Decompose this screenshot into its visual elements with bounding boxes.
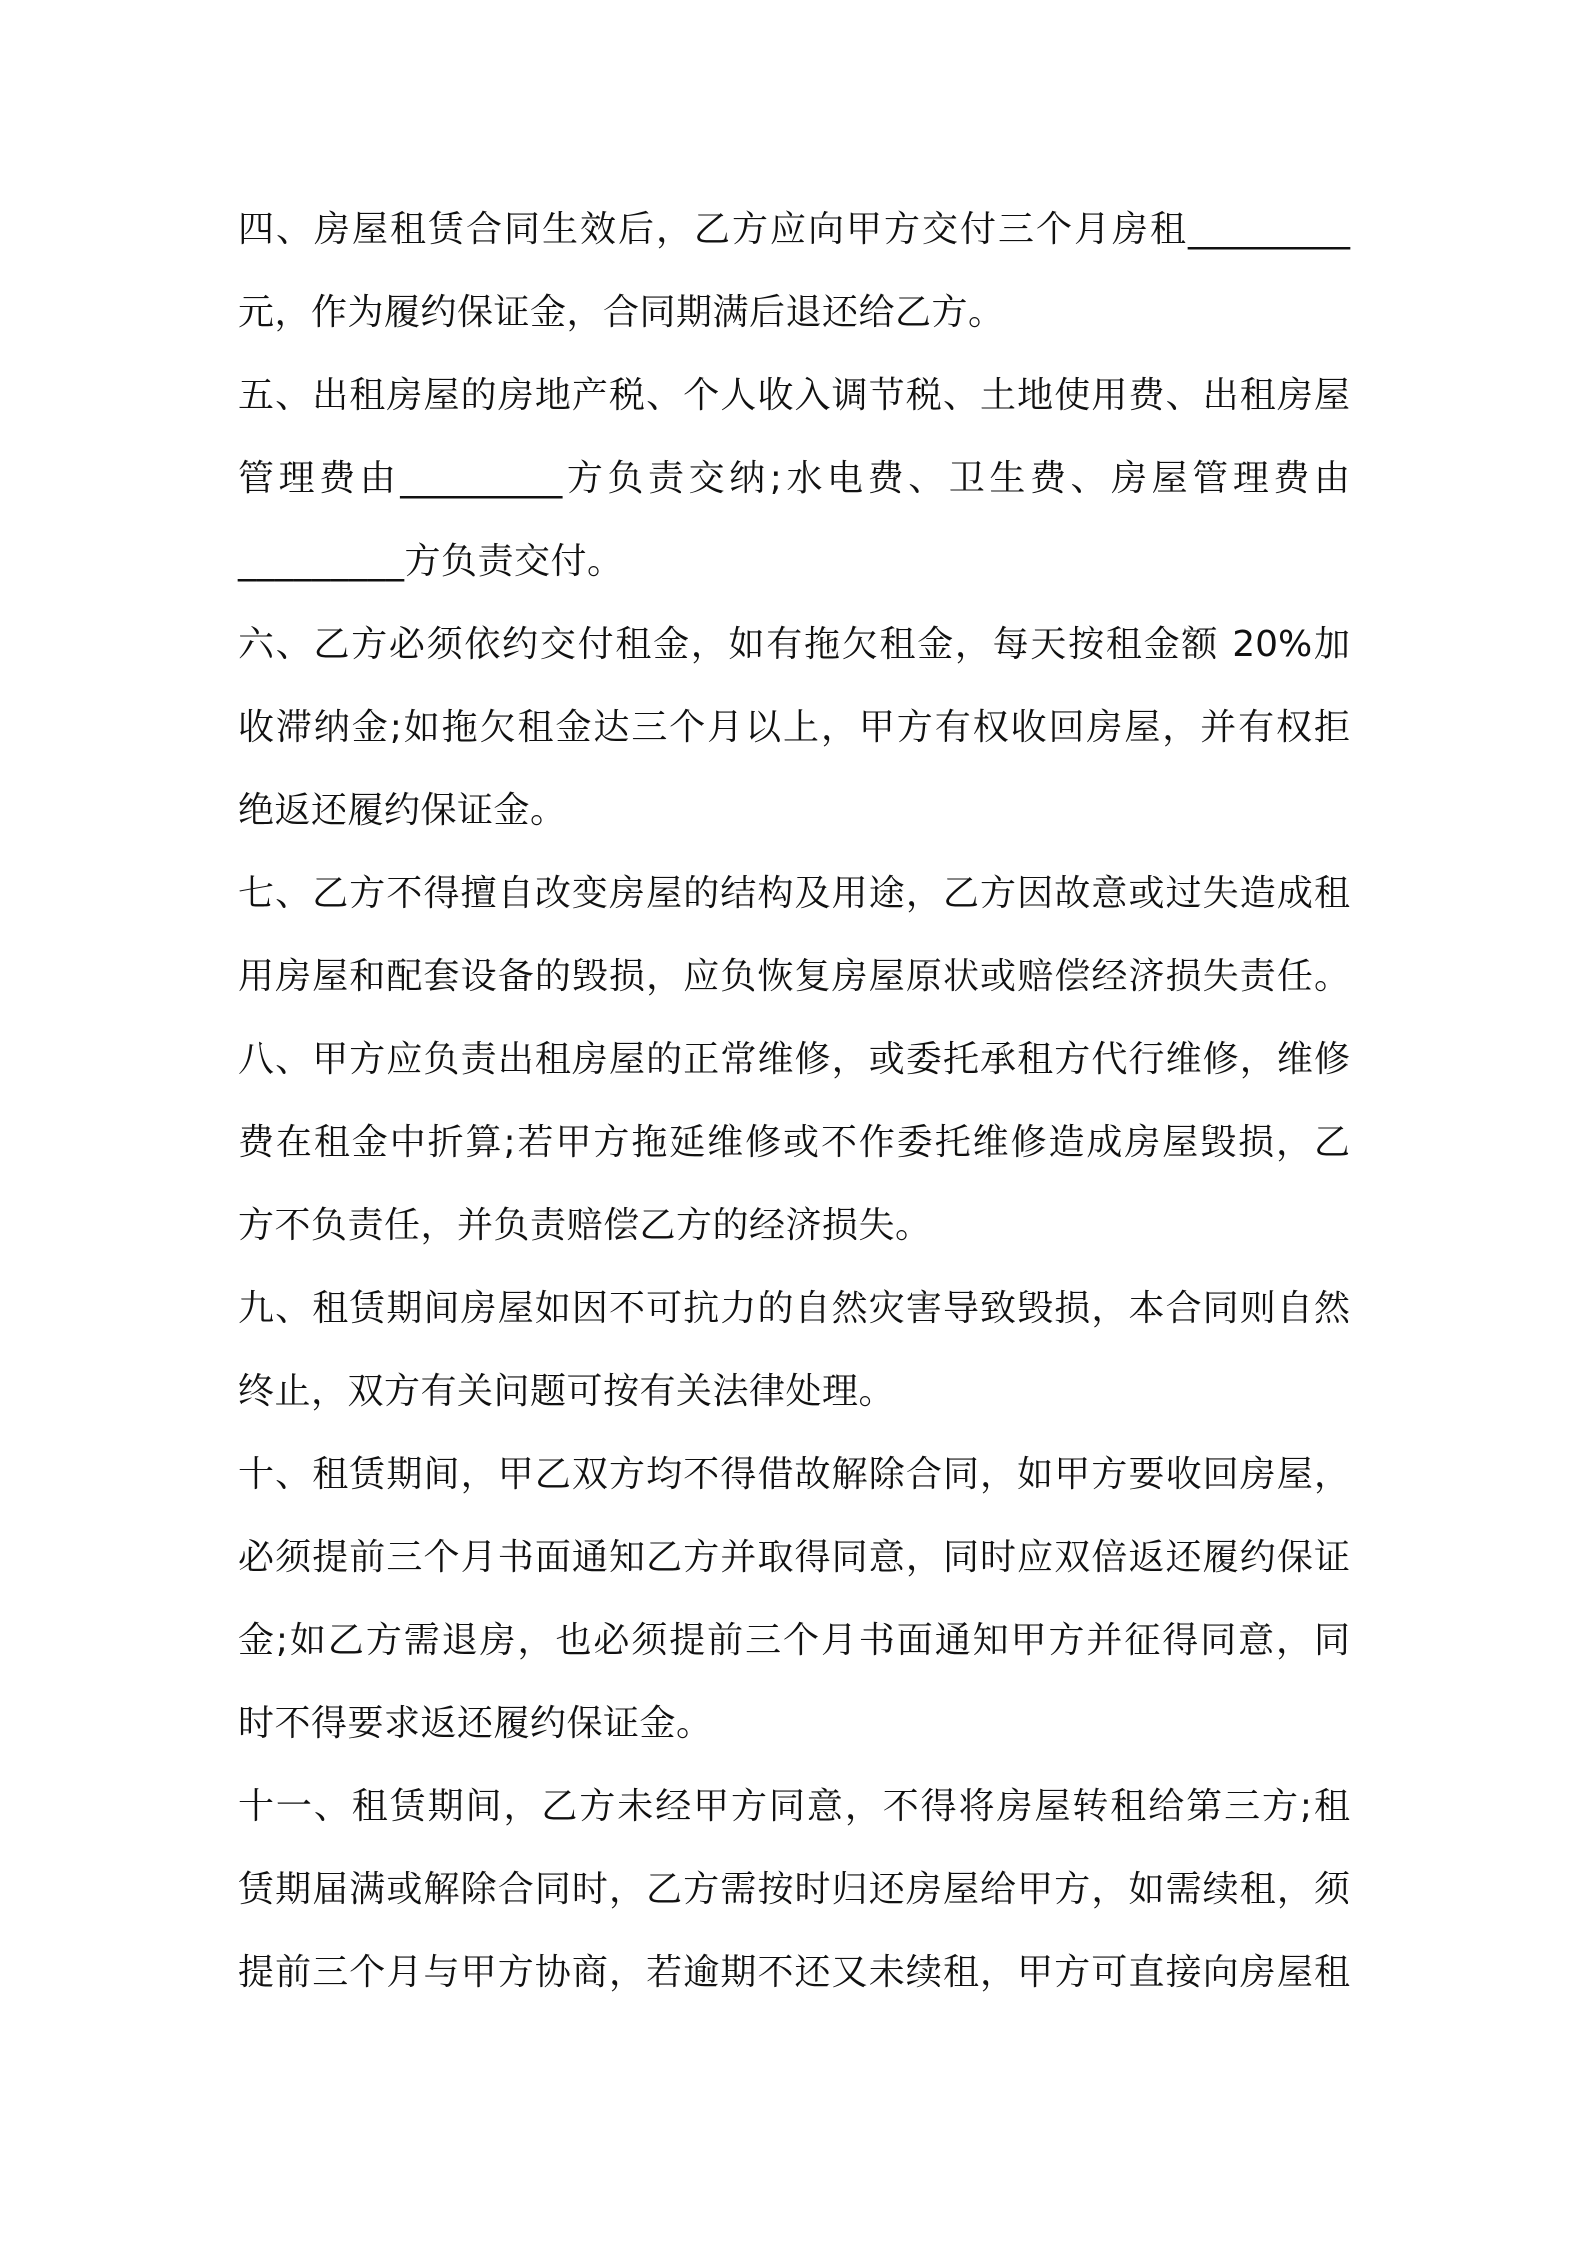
text-line: 时不得要求返还履约保证金。 — [238, 1703, 713, 1744]
text-line: 五、出租房屋的房地产税、个人收入调节税、土地使用费、出租房屋 — [238, 375, 1350, 416]
text-line: 金;如乙方需退房，也必须提前三个月书面通知甲方并征得同意，同 — [238, 1620, 1350, 1661]
text-line: 六、乙方必须依约交付租金，如有拖欠租金，每天按租金额 20%加 — [238, 624, 1350, 665]
text-line: 费在租金中折算;若甲方拖延维修或不作委托维修造成房屋毁损，乙 — [238, 1122, 1350, 1163]
text-line: 七、乙方不得擅自改变房屋的结构及用途，乙方因故意或过失造成租 — [238, 873, 1350, 914]
text-line: 绝返还履约保证金。 — [238, 790, 567, 831]
text-line: 用房屋和配套设备的毁损，应负恢复房屋原状或赔偿经济损失责任。 — [238, 956, 1350, 997]
text-line: 八、甲方应负责出租房屋的正常维修，或委托承租方代行维修，维修 — [238, 1039, 1350, 1080]
text-line: 终止，双方有关问题可按有关法律处理。 — [238, 1371, 896, 1412]
text-line: 四、房屋租赁合同生效后，乙方应向甲方交付三个月房租_________ — [238, 209, 1350, 250]
text-line: 元，作为履约保证金，合同期满后退还给乙方。 — [238, 292, 1005, 333]
text-line: 赁期届满或解除合同时，乙方需按时归还房屋给甲方，如需续租，须 — [238, 1869, 1350, 1910]
text-line: 九、租赁期间房屋如因不可抗力的自然灾害导致毁损，本合同则自然 — [238, 1288, 1350, 1329]
text-line: 十一、租赁期间，乙方未经甲方同意，不得将房屋转租给第三方;租 — [238, 1786, 1350, 1827]
text-line: 管理费由_________方负责交纳;水电费、卫生费、房屋管理费由 — [238, 458, 1350, 499]
text-line: 提前三个月与甲方协商，若逾期不还又未续租，甲方可直接向房屋租 — [238, 1952, 1350, 1993]
text-line: 十、租赁期间，甲乙双方均不得借故解除合同，如甲方要收回房屋， — [238, 1454, 1350, 1495]
text-line: 必须提前三个月书面通知乙方并取得同意，同时应双倍返还履约保证 — [238, 1537, 1350, 1578]
text-line: _________方负责交付。 — [238, 541, 624, 582]
contract-text-body — [238, 188, 1350, 2014]
text-line: 方不负责任，并负责赔偿乙方的经济损失。 — [238, 1205, 932, 1246]
text-line: 收滞纳金;如拖欠租金达三个月以上，甲方有权收回房屋，并有权拒 — [238, 707, 1350, 748]
